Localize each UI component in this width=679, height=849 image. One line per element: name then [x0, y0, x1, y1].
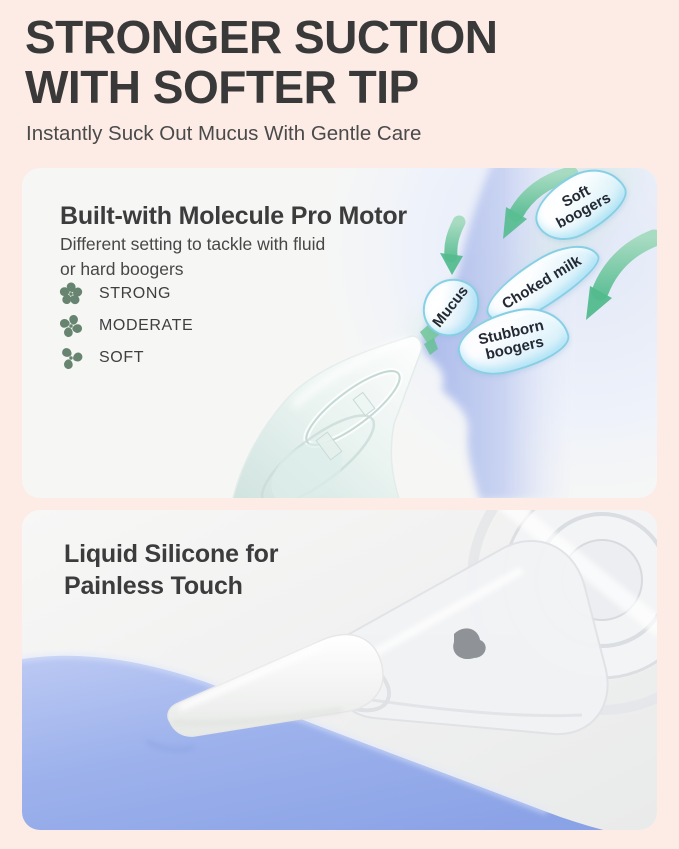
page-title — [25, 12, 655, 112]
mode-strong — [58, 281, 193, 307]
page-title-line2: WITH SOFTER TIP — [25, 61, 419, 113]
silicone-card-heading: Liquid Silicone for Painless Touch — [64, 540, 279, 600]
motor-card-heading: Built-with Molecule Pro Motor — [60, 202, 407, 230]
fan-icon-strong — [58, 281, 84, 307]
mode-moderate — [58, 313, 193, 339]
mode-soft — [58, 345, 193, 371]
fan-icon-moderate — [58, 313, 84, 339]
header — [25, 12, 655, 146]
bubble-label: Stubborn boogers — [476, 316, 546, 364]
mode-label: MODERATE — [99, 317, 194, 334]
bubble-label: Soft boogers — [553, 181, 614, 233]
page-title-line1: STRONGER SUCTION — [25, 11, 498, 63]
mode-label: STRONG — [99, 285, 172, 302]
silicone-feature-card — [22, 510, 657, 830]
page-subtitle: Instantly Suck Out Mucus With Gentle Care — [26, 122, 422, 145]
mode-label: SOFT — [99, 349, 145, 366]
bubble-label: Choked milk — [499, 252, 585, 313]
motor-feature-card — [22, 168, 657, 498]
fan-icon-soft — [58, 345, 84, 371]
motor-card-description: Different setting to tackle with fluid or hard boogers — [60, 234, 326, 279]
bubble-label: Mucus — [429, 282, 472, 331]
suction-modes-list — [58, 281, 193, 377]
